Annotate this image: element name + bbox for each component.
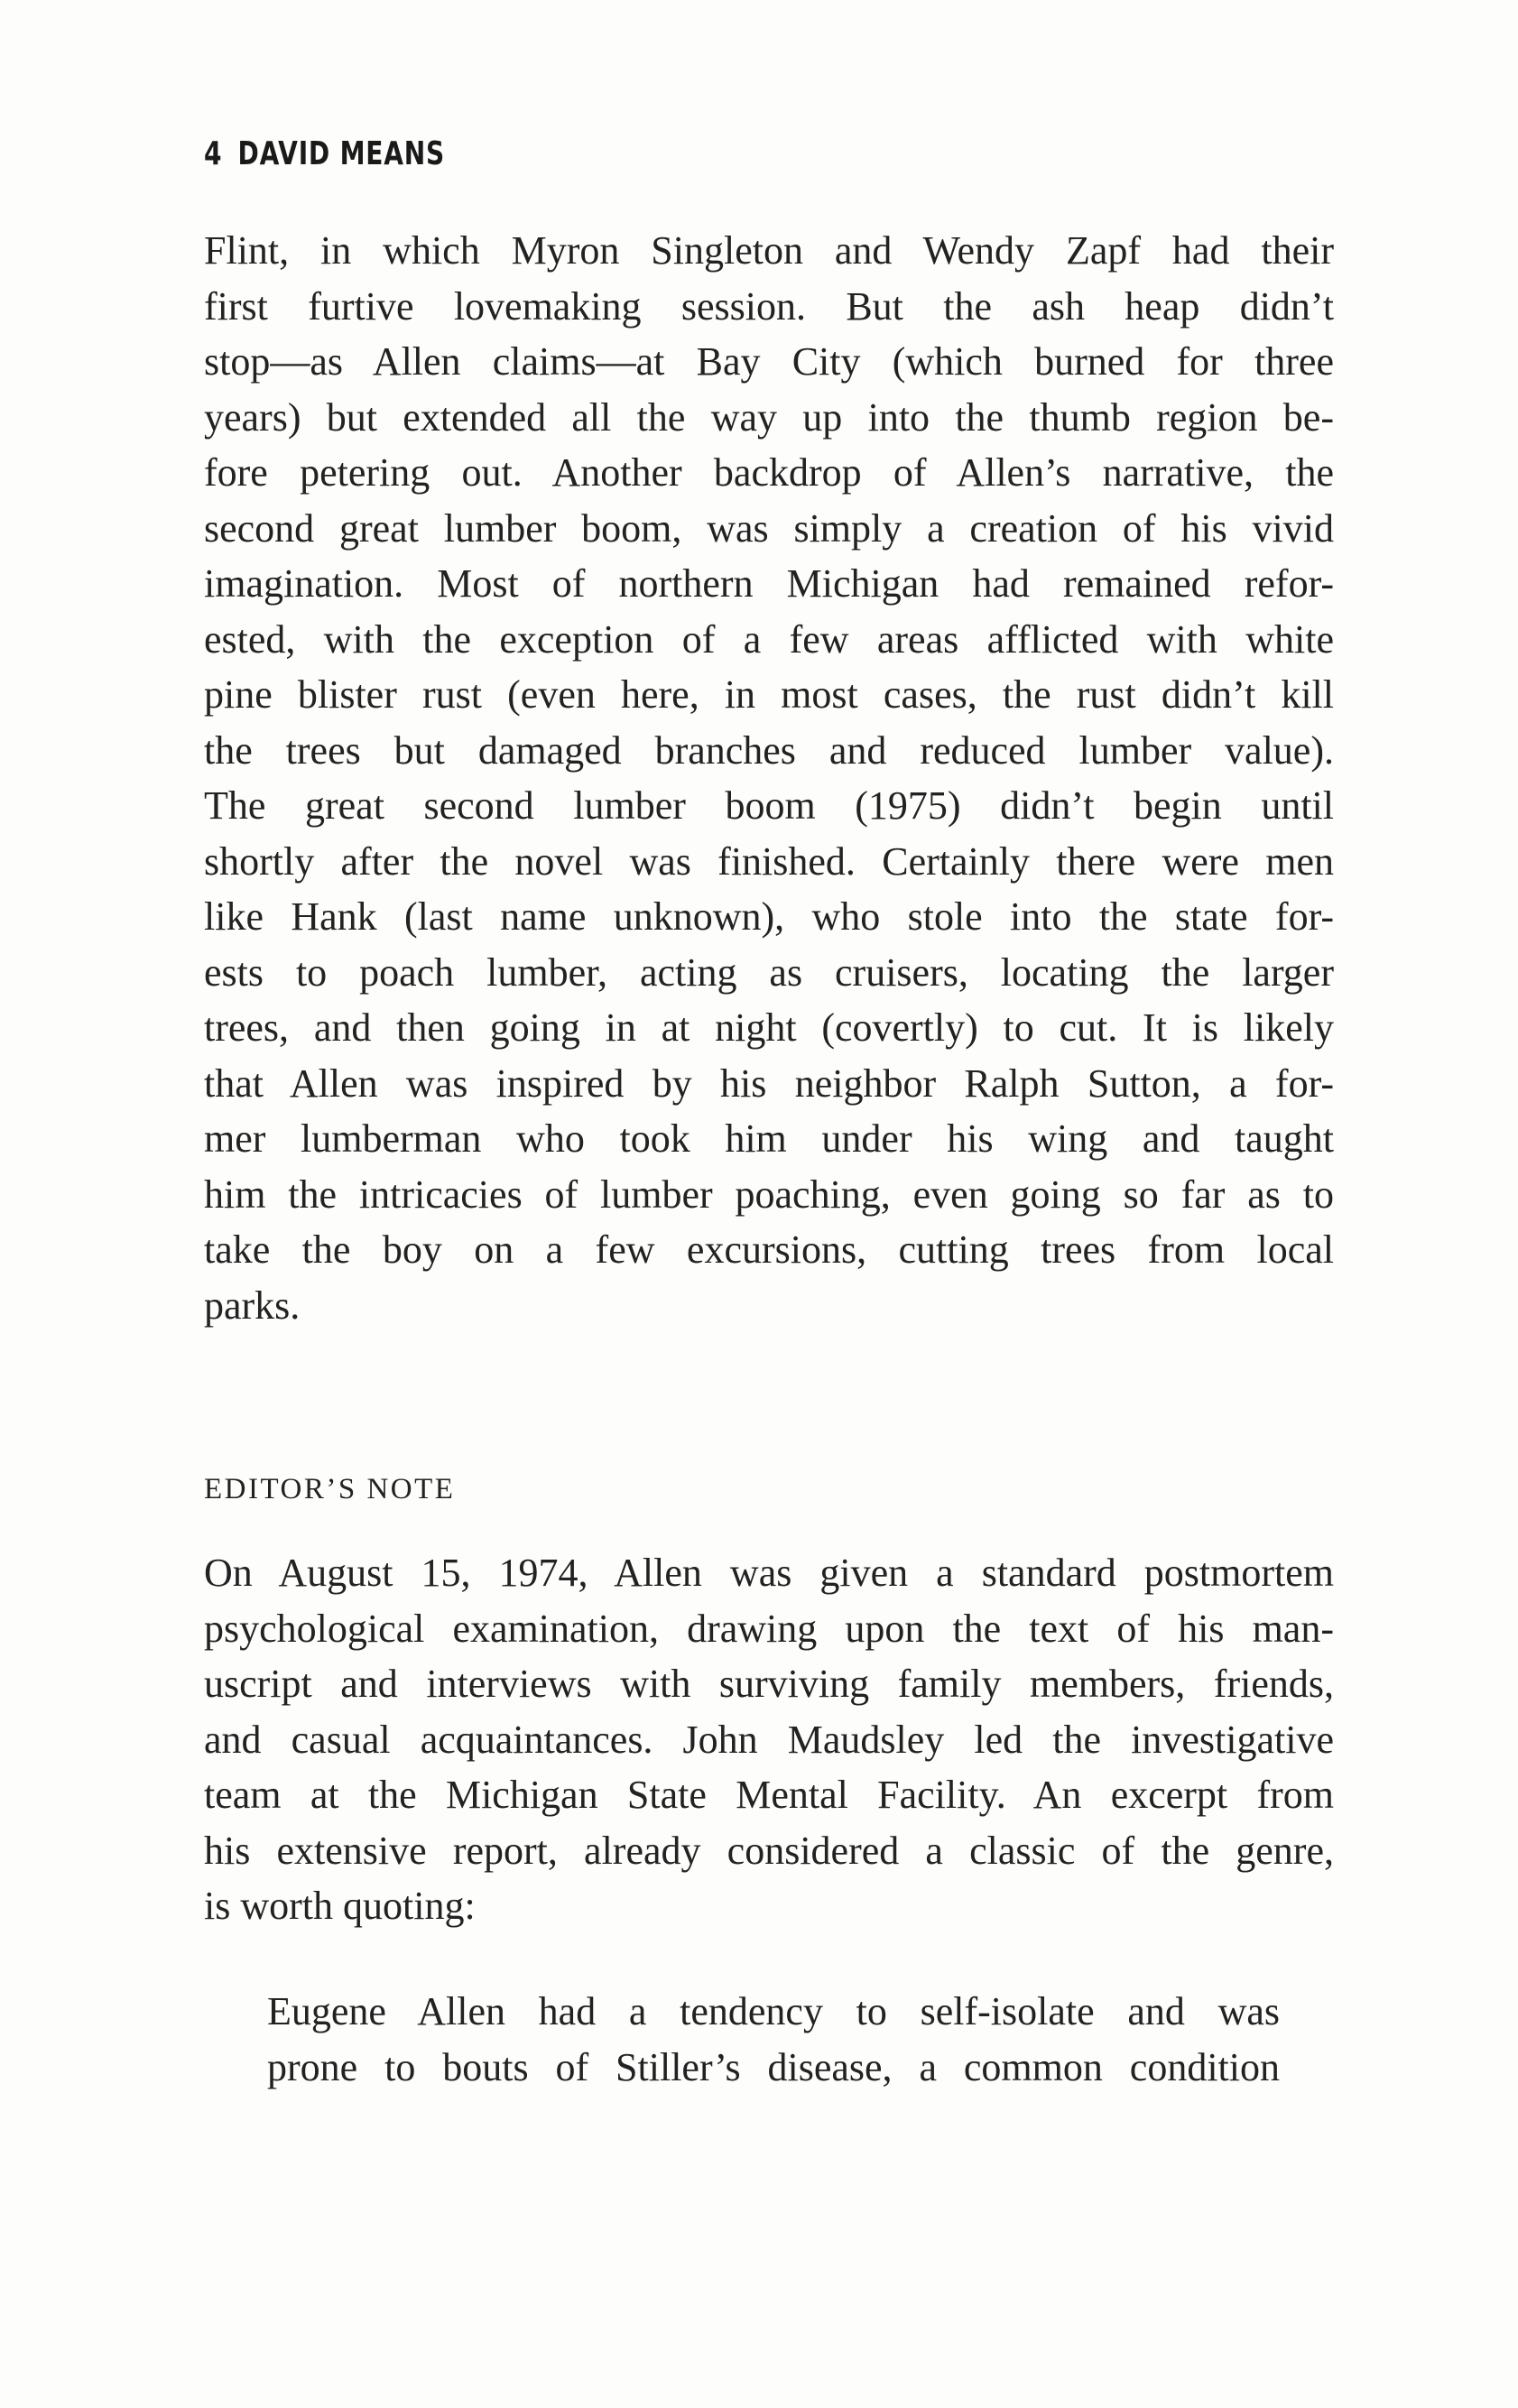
text-line: him the intricacies of lumber poaching, even going so far as to	[204, 1172, 1334, 1217]
running-head	[204, 135, 445, 172]
text-line: stop—as Allen claims—at Bay City (which burned for three	[204, 339, 1334, 384]
text-line: Flint, in which Myron Singleton and Wendy Zapf had their	[204, 228, 1334, 273]
block-quote	[267, 1984, 1280, 2095]
text-line: mer lumberman who took him under his wing and taught	[204, 1116, 1334, 1161]
text-line: psychological examination, drawing upon the text of his man-	[204, 1606, 1334, 1651]
text-line: ested, with the exception of a few areas afflicted with white	[204, 616, 1334, 662]
text-line: the trees but damaged branches and reduced lumber value).	[204, 727, 1334, 773]
text-line: first furtive lovemaking session. But the ash heap didn’t	[204, 283, 1334, 329]
text-line: pine blister rust (even here, in most cases, the rust didn’t kill	[204, 672, 1334, 717]
text-line: trees, and then going in at night (covertly) to cut. It is likely	[204, 1005, 1334, 1050]
text-line: uscript and interviews with surviving family members, friends,	[204, 1662, 1334, 1706]
text-line: team at the Michigan State Mental Facility. An excerpt from	[204, 1773, 1334, 1817]
text-line: like Hank (last name unknown), who stole into the state for-	[204, 894, 1334, 939]
section-heading: EDITOR’S NOTE	[204, 1473, 456, 1505]
text-line: The great second lumber boom (1975) didn’t begin until	[204, 783, 1334, 828]
text-line: ests to poach lumber, acting as cruisers, locating the larger	[204, 949, 1334, 995]
text-line: and casual acquaintances. John Maudsley led the investigative	[204, 1717, 1334, 1762]
text-line: that Allen was inspired by his neighbor Ralph Sutton, a for-	[204, 1060, 1334, 1106]
page-number: 4	[204, 135, 223, 172]
body-paragraph-2	[204, 1545, 1334, 1934]
text-line: is worth quoting:	[204, 1884, 476, 1928]
text-line: parks.	[204, 1283, 301, 1328]
author-name: DAVID MEANS	[237, 135, 446, 172]
text-line: second great lumber boom, was simply a creation of his vivid	[204, 505, 1334, 551]
text-line: his extensive report, already considered a classic of the genre,	[204, 1828, 1334, 1873]
text-line: fore petering out. Another backdrop of Allen’s narrative, the	[204, 450, 1334, 495]
text-line: take the boy on a few excursions, cutting trees from local	[204, 1227, 1334, 1272]
body-paragraph-1	[204, 223, 1334, 1333]
text-line: On August 15, 1974, Allen was given a standard postmortem	[204, 1551, 1334, 1595]
text-line: years) but extended all the way up into the thumb region be-	[204, 394, 1334, 440]
text-line: imagination. Most of northern Michigan had remained refor-	[204, 561, 1334, 606]
text-line: shortly after the novel was finished. Certainly there were men	[204, 838, 1334, 884]
quote-line: Eugene Allen had a tendency to self-isolate and was	[267, 1989, 1280, 2033]
quote-line: prone to bouts of Stiller’s disease, a common condition	[267, 2044, 1280, 2089]
